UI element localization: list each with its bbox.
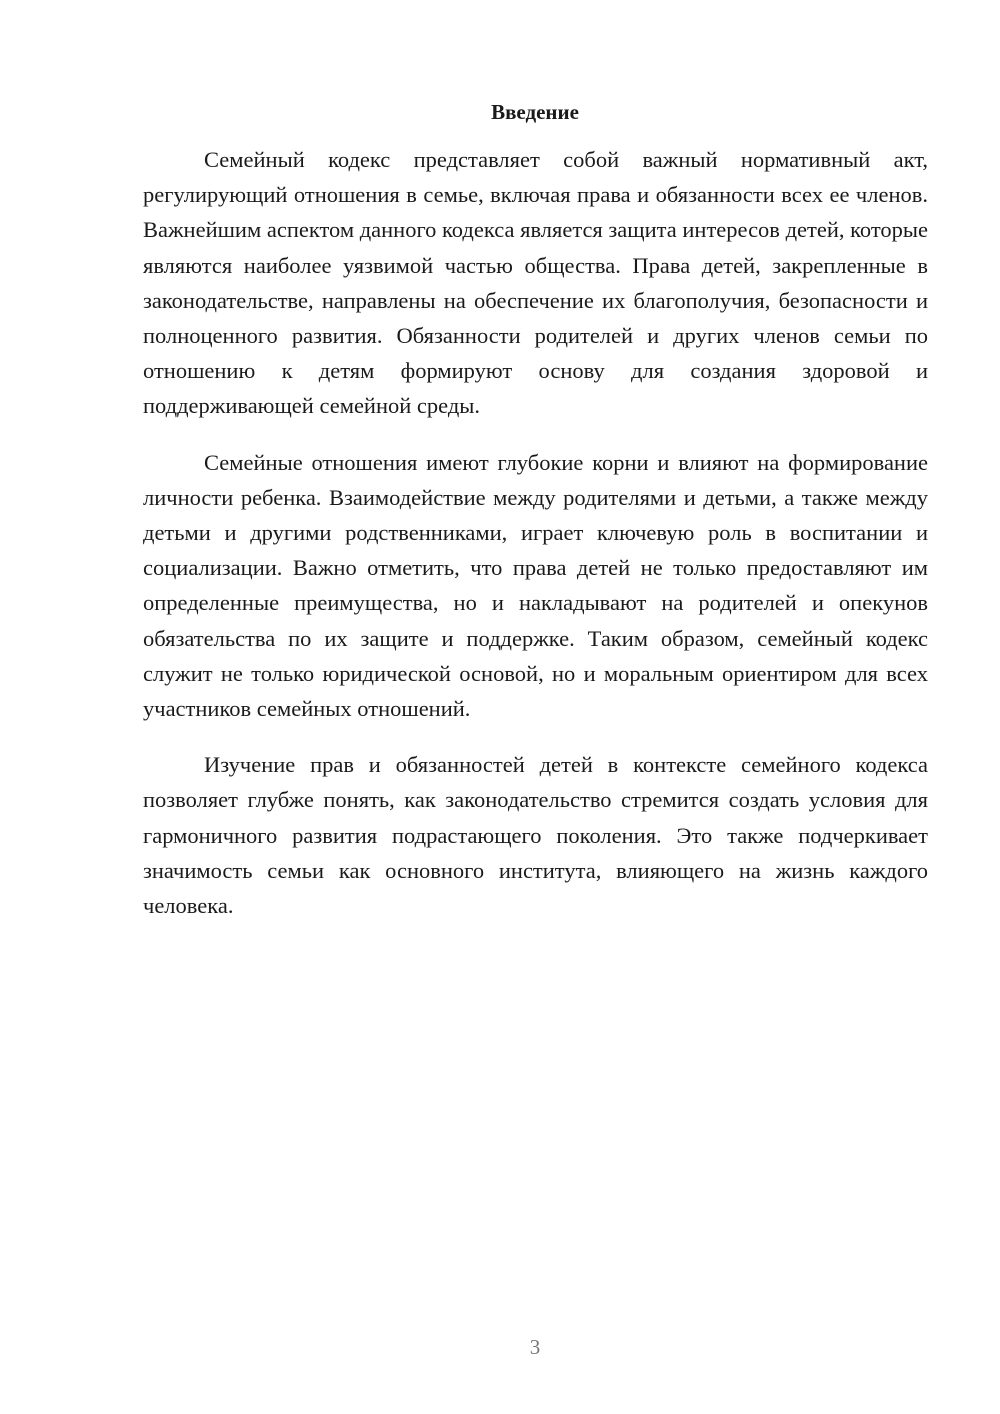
- paragraph-2: Семейные отношения имеют глубокие корни и влияют на формирование личности ребенка. Взаимодействие между родителями и детьми, а также между детьми и другими родственниками, играет ключевую роль в воспитании и социализации. Важно отметить, что права детей не только предоставляют им определенные преимущества, но и накладывают на родителей и опекунов обязательства по их защите и поддержке. Таким образом, семейный кодекс служит не только юридической основой, но и моральным ориентиром для всех участников семейных отношений.: [143, 449, 928, 722]
- paragraph-3: Изучение прав и обязанностей детей в контексте семейного кодекса позволяет глубже понять, как законодательство стремится создать условия для гармоничного развития подрастающего поколения. Это также подчеркивает значимость семьи как основного института, влияющего на жизнь каждого человека.: [143, 752, 928, 919]
- page-number: 3: [529, 1335, 541, 1359]
- page-title: Введение: [491, 100, 579, 124]
- paragraph-1: Семейный кодекс представляет собой важный нормативный акт, регулирующий отношения в семье, включая права и обязанности всех ее членов. Важнейшим аспектом данного кодекса является защита интересов детей, которые являются наиболее уязвимой частью общества. Права детей, закрепленные в законодательстве, направлены на обеспечение их благополучия, безопасности и полноценного развития. Обязанности родителей и других членов семьи по отношению к детям формируют основу для создания здоровой и поддерживающей семейной среды.: [143, 147, 928, 419]
- body-text: [143, 142, 928, 944]
